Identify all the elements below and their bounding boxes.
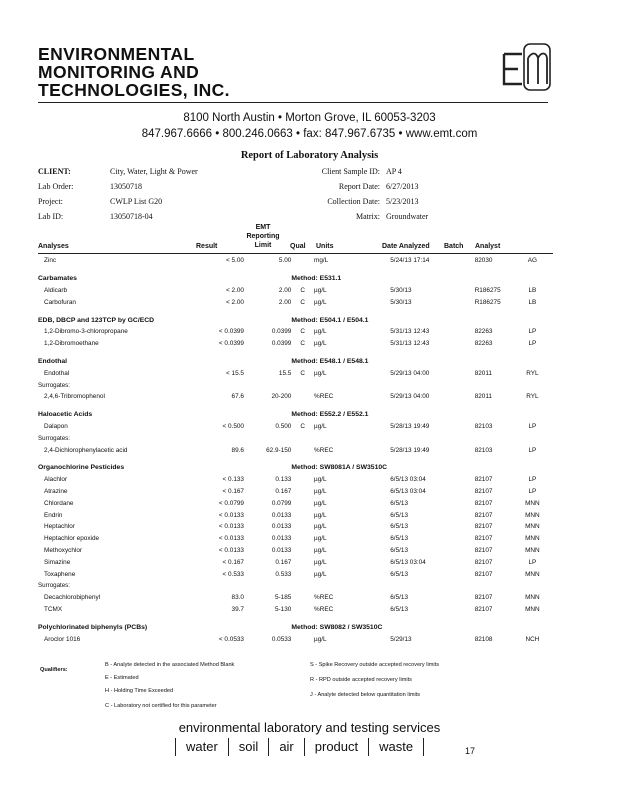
cell-analyst: LP	[528, 558, 537, 566]
cell-analyst: LP	[528, 476, 537, 484]
cell-batch: 82107	[474, 499, 493, 507]
qualifier-s: S - Spike Recovery outside accepted recovery limits	[310, 662, 440, 668]
col-units: Units	[316, 243, 334, 250]
cell-date-analyzed: 6/5/13 03:04	[390, 558, 426, 566]
table-row	[38, 521, 553, 533]
cell-limit: 5-130	[275, 605, 292, 613]
cell-result: < 0.0533	[218, 635, 244, 643]
client-label	[38, 167, 71, 176]
footer-services	[175, 737, 424, 756]
cell-units: %REC	[314, 393, 334, 401]
col-analyst: Analyst	[475, 243, 501, 250]
cell-limit: 0.533	[275, 570, 292, 578]
cell-result: < 0.0799	[218, 499, 244, 507]
cell-result: < 0.0399	[218, 328, 244, 336]
cell-units: µg/L	[314, 286, 327, 294]
footer-item: air	[268, 738, 303, 756]
cell-qual	[291, 444, 314, 456]
cell-result: 39.7	[231, 605, 244, 613]
cell-analyte: 1,2-Dibromoethane	[44, 340, 99, 348]
cell-batch: 82107	[474, 523, 493, 531]
table-row	[38, 633, 553, 645]
table-row	[38, 285, 553, 297]
section-title: EDB, DBCP and 123TCP by GC/ECD	[38, 316, 155, 324]
cell-units: mg/L	[314, 257, 329, 265]
surrogates-row	[38, 379, 553, 391]
cell-limit: 62.9-150	[266, 446, 292, 454]
cell-result: < 5.00	[226, 257, 244, 265]
cell-units: µg/L	[314, 523, 327, 531]
cell-batch: R186275	[474, 286, 501, 294]
section-row	[38, 267, 553, 285]
cell-date-analyzed: 6/5/13	[390, 594, 409, 602]
col-limit-line: Reporting	[246, 233, 280, 240]
qualifier-e: E - Estimated	[105, 675, 139, 681]
surrogates-label: Surrogates:	[38, 434, 70, 442]
project-label: Project:	[38, 197, 63, 206]
section-row	[38, 403, 553, 421]
cell-analyst: LB	[528, 286, 537, 294]
cell-batch: 82107	[474, 476, 493, 484]
cell-qual: C	[300, 369, 305, 377]
surrogates-label: Surrogates:	[38, 381, 70, 389]
cell-batch: 82030	[474, 257, 493, 265]
cell-date-analyzed: 6/5/13	[390, 535, 409, 543]
cell-limit: 0.167	[275, 487, 292, 495]
cell-result: 89.6	[231, 446, 244, 454]
company-phones: 847.967.6666 • 800.246.0663 • fax: 847.967.6735 • www.emt.com	[141, 128, 478, 140]
cell-qual	[291, 545, 314, 557]
cell-date-analyzed: 6/5/13 03:04	[390, 476, 426, 484]
cell-limit: 0.0133	[271, 523, 292, 531]
qualifier-b: B - Analyte detected in the associated Method Blank	[105, 662, 235, 668]
cell-batch: 82107	[474, 605, 493, 613]
project-value: CWLP List G20	[110, 197, 163, 206]
surrogates-row	[38, 432, 553, 444]
cell-date-analyzed: 5/30/13	[390, 298, 412, 306]
cell-batch: 82103	[474, 446, 493, 454]
cell-limit: 0.0533	[271, 635, 292, 643]
cell-analyst: LP	[528, 487, 537, 495]
cell-units: µg/L	[314, 487, 327, 495]
qualifier-c: C - Laboratory not certified for this parameter	[105, 703, 217, 709]
cell-result: < 0.0133	[218, 535, 244, 543]
cell-date-analyzed: 5/29/13 04:00	[390, 369, 430, 377]
company-address: 8100 North Austin • Morton Grove, IL 60053-3203	[183, 112, 436, 124]
cell-analyte: Chlordane	[44, 499, 74, 507]
cell-analyte: Aldicarb	[44, 286, 68, 294]
cell-analyst: MNN	[525, 546, 540, 554]
qualifier-j: J - Analyte detected below quantitation limits	[310, 692, 421, 698]
surrogates-label: Surrogates:	[38, 582, 70, 590]
cell-analyst: LP	[528, 328, 537, 336]
qualifier-r: R - RPD outside accepted recovery limits	[310, 677, 412, 683]
cell-batch: 82107	[474, 594, 493, 602]
cell-analyst: MNN	[525, 499, 540, 507]
cell-analyte: Aroclor 1016	[44, 635, 81, 643]
cell-analyst: MNN	[525, 605, 540, 613]
cell-date-analyzed: 6/5/13 03:04	[390, 487, 426, 495]
cell-analyte: 2,4,6-Tribromophenol	[44, 393, 105, 401]
cell-qual: C	[300, 286, 305, 294]
cell-date-analyzed: 5/30/13	[390, 286, 412, 294]
cell-limit: 0.0399	[271, 328, 292, 336]
cell-limit: 0.0133	[271, 511, 292, 519]
section-title: Polychlorinated biphenyls (PCBs)	[38, 623, 148, 631]
page-number: 17	[465, 746, 476, 756]
qualifiers-label: Qualifiers:	[40, 667, 68, 673]
cell-qual	[291, 633, 314, 645]
footer-item: product	[304, 738, 368, 756]
sample-label: Client Sample ID:	[321, 167, 380, 176]
cell-analyte: Atrazine	[44, 487, 68, 495]
table-row	[38, 296, 553, 308]
cell-date-analyzed: 6/5/13	[390, 570, 409, 578]
cell-result: < 15.5	[226, 369, 244, 377]
company-name-line: MONITORING AND	[38, 62, 200, 82]
cell-batch: 82107	[474, 487, 493, 495]
cell-qual: C	[300, 328, 305, 336]
cell-analyst: NCH	[525, 635, 540, 643]
cell-batch: 82263	[474, 328, 493, 336]
table-row	[38, 326, 553, 338]
cell-qual: C	[300, 298, 305, 306]
cell-qual	[291, 255, 314, 267]
cell-result: < 0.533	[222, 570, 244, 578]
cell-analyst: LP	[528, 446, 537, 454]
cell-result: 83.0	[231, 594, 244, 602]
cell-units: µg/L	[314, 340, 327, 348]
col-analyses: Analyses	[38, 243, 69, 250]
cell-date-analyzed: 6/5/13	[390, 511, 409, 519]
table-row	[38, 255, 553, 267]
client-value: City, Water, Light & Power	[110, 167, 198, 176]
cell-batch: 82107	[474, 535, 493, 543]
company-name-line: TECHNOLOGIES, INC.	[38, 80, 230, 100]
section-row	[38, 350, 553, 368]
table-row	[38, 421, 553, 433]
cell-analyte: Dalapon	[44, 422, 68, 430]
cell-result: < 0.167	[222, 558, 244, 566]
cell-units: µg/L	[314, 546, 327, 554]
cell-units: %REC	[314, 446, 334, 454]
cell-qual	[291, 509, 314, 521]
cell-result: < 0.0133	[218, 546, 244, 554]
section-method: Method: E552.2 / E552.1	[291, 411, 369, 419]
cell-batch: 82107	[474, 558, 493, 566]
cell-units: µg/L	[314, 422, 327, 430]
report-date-value: 6/27/2013	[386, 182, 419, 191]
cell-batch: 82107	[474, 570, 493, 578]
cell-analyte: Endothal	[44, 369, 70, 377]
section-method: Method: SW8081A / SW3510C	[291, 464, 388, 472]
col-batch: Batch	[444, 243, 464, 250]
cell-units: µg/L	[314, 499, 327, 507]
cell-analyte: Endrin	[44, 511, 63, 519]
cell-units: µg/L	[314, 511, 327, 519]
table-row	[38, 497, 553, 509]
cell-qual	[291, 592, 314, 604]
cell-limit: 15.5	[278, 369, 292, 377]
labid-value: 13050718-04	[110, 212, 153, 221]
section-title: Carbamates	[38, 275, 77, 283]
cell-qual: C	[300, 340, 305, 348]
cell-units: µg/L	[314, 570, 327, 578]
cell-units: µg/L	[314, 476, 327, 484]
cell-batch: 82011	[474, 393, 492, 401]
col-result: Result	[196, 243, 218, 250]
cell-units: µg/L	[314, 535, 327, 543]
cell-limit: 2.00	[278, 298, 292, 306]
cell-qual	[291, 391, 314, 403]
cell-analyst: AG	[527, 257, 537, 265]
footer-item: water	[175, 738, 228, 756]
cell-analyte: Methoxychlor	[44, 546, 83, 554]
cell-result: < 0.0399	[218, 340, 244, 348]
cell-date-analyzed: 6/5/13	[390, 523, 409, 531]
cell-date-analyzed: 6/5/13	[390, 546, 409, 554]
company-name	[38, 45, 230, 99]
section-title: Haloacetic Acids	[38, 411, 93, 419]
cell-analyst: MNN	[525, 511, 540, 519]
cell-qual	[291, 533, 314, 545]
cell-analyst: MNN	[525, 523, 540, 531]
cell-batch: 82263	[474, 340, 493, 348]
cell-date-analyzed: 5/28/13 19:49	[390, 422, 430, 430]
cell-date-analyzed: 6/5/13	[390, 499, 409, 507]
surrogates-row	[38, 580, 553, 592]
cell-analyte: 1,2-Dibromo-3-chloropropane	[44, 328, 128, 336]
cell-result: < 0.167	[222, 487, 244, 495]
cell-analyte: Heptachlor	[44, 523, 75, 531]
cell-result: < 2.00	[226, 298, 244, 306]
cell-date-analyzed: 6/5/13	[390, 605, 409, 613]
cell-date-analyzed: 5/28/13 19:49	[390, 446, 430, 454]
cell-limit: 0.500	[275, 422, 292, 430]
footer-item: waste	[368, 738, 424, 756]
cell-units: µg/L	[314, 298, 327, 306]
cell-date-analyzed: 5/31/13 12:43	[390, 340, 430, 348]
col-date: Date Analyzed	[382, 243, 430, 250]
sample-value: AP 4	[386, 167, 402, 176]
cell-analyst: LB	[528, 298, 537, 306]
cell-qual	[291, 486, 314, 498]
cell-limit: 0.0399	[271, 340, 292, 348]
cell-qual	[291, 521, 314, 533]
table-row	[38, 338, 553, 350]
cell-limit: 0.167	[275, 558, 292, 566]
cell-analyst: RYL	[526, 393, 539, 401]
table-row	[38, 486, 553, 498]
cell-result: < 0.500	[222, 422, 244, 430]
cell-qual	[291, 556, 314, 568]
qualifier-h: H - Holding Time Exceeded	[105, 688, 174, 694]
cell-result: < 0.133	[222, 476, 244, 484]
report-title: Report of Laboratory Analysis	[240, 150, 379, 161]
cell-analyte: Carbofuran	[44, 298, 76, 306]
cell-result: 67.6	[231, 393, 244, 401]
cell-analyte: Heptachlor epoxide	[44, 535, 100, 543]
report-date-label: Report Date:	[338, 182, 380, 191]
cell-batch: 82108	[474, 635, 493, 643]
cell-units: µg/L	[314, 328, 327, 336]
cell-batch: 82107	[474, 511, 493, 519]
header-rule	[38, 102, 548, 103]
cell-analyst: LP	[528, 422, 537, 430]
cell-batch: 82107	[474, 546, 493, 554]
labid-label: Lab ID:	[38, 212, 64, 221]
cell-units: µg/L	[314, 369, 327, 377]
cell-batch: R186275	[474, 298, 501, 306]
table-row	[38, 533, 553, 545]
cell-limit: 0.0133	[271, 535, 292, 543]
cell-result: < 2.00	[226, 286, 244, 294]
cell-analyte: Alachlor	[44, 476, 68, 484]
table-row	[38, 509, 553, 521]
table-row	[38, 444, 553, 456]
cell-units: µg/L	[314, 558, 327, 566]
cell-analyst: MNN	[525, 535, 540, 543]
cell-analyst: RYL	[526, 369, 539, 377]
cell-batch: 82103	[474, 422, 493, 430]
cell-result: < 0.0133	[218, 511, 244, 519]
cell-qual	[291, 604, 314, 616]
section-title: Organochlorine Pesticides	[38, 464, 125, 472]
cell-qual	[291, 474, 314, 486]
footer-item: soil	[228, 738, 269, 756]
collection-date-value: 5/23/2013	[386, 197, 419, 206]
cell-units: %REC	[314, 605, 334, 613]
section-row	[38, 308, 553, 326]
order-value: 13050718	[110, 182, 142, 191]
cell-units: µg/L	[314, 635, 327, 643]
company-name-line: ENVIRONMENTAL	[38, 44, 195, 64]
cell-analyte: 2,4-Dichlorophenylacetic acid	[44, 446, 128, 454]
cell-date-analyzed: 5/29/13 04:00	[390, 393, 430, 401]
cell-analyte: Simazine	[44, 558, 71, 566]
cell-analyte: Toxaphene	[44, 570, 76, 578]
table-row	[38, 545, 553, 557]
collection-date-label: Collection Date:	[327, 197, 380, 206]
cell-limit: 2.00	[278, 286, 292, 294]
cell-limit: 20-200	[271, 393, 292, 401]
cell-analyst: MNN	[525, 594, 540, 602]
cell-limit: 5.00	[278, 257, 292, 265]
section-method: Method: E548.1 / E548.1	[291, 357, 369, 365]
cell-date-analyzed: 5/24/13 17:14	[390, 257, 430, 265]
matrix-label: Matrix:	[356, 212, 380, 221]
section-method: Method: SW8082 / SW3510C	[291, 623, 383, 631]
section-method: Method: E531.1	[291, 275, 342, 283]
section-row	[38, 456, 553, 474]
column-rule	[38, 253, 553, 254]
client-label-text: CLIENT:	[38, 167, 71, 176]
cell-date-analyzed: 5/29/13	[390, 635, 412, 643]
cell-result: < 0.0133	[218, 523, 244, 531]
col-limit-line: Limit	[254, 242, 272, 249]
cell-batch: 82011	[474, 369, 492, 377]
table-row	[38, 604, 553, 616]
table-row	[38, 367, 553, 379]
company-logo-icon	[500, 40, 552, 94]
cell-qual	[291, 568, 314, 580]
cell-qual: C	[300, 422, 305, 430]
table-row	[38, 568, 553, 580]
results-table	[38, 255, 553, 645]
cell-limit: 0.0799	[271, 499, 292, 507]
cell-analyst: MNN	[525, 570, 540, 578]
col-limit-line: EMT	[255, 224, 271, 231]
table-row	[38, 474, 553, 486]
cell-analyte: Decachlorobiphenyl	[44, 594, 101, 602]
table-row	[38, 391, 553, 403]
order-label: Lab Order:	[38, 182, 74, 191]
col-qual: Qual	[290, 243, 306, 250]
cell-limit: 0.0133	[271, 546, 292, 554]
cell-limit: 5-185	[275, 594, 292, 602]
cell-qual	[291, 497, 314, 509]
section-row	[38, 615, 553, 633]
cell-analyte: TCMX	[44, 605, 63, 613]
cell-analyst: LP	[528, 340, 537, 348]
footer-tagline: environmental laboratory and testing services	[178, 720, 441, 735]
cell-analyte: Zinc	[44, 257, 57, 265]
col-limit	[238, 223, 288, 250]
section-method: Method: E504.1 / E504.1	[291, 316, 369, 324]
cell-units: %REC	[314, 594, 334, 602]
cell-date-analyzed: 5/31/13 12:43	[390, 328, 430, 336]
section-title: Endothal	[38, 357, 68, 365]
cell-limit: 0.133	[275, 476, 292, 484]
table-row	[38, 592, 553, 604]
matrix-value: Groundwater	[386, 212, 429, 221]
table-row	[38, 556, 553, 568]
